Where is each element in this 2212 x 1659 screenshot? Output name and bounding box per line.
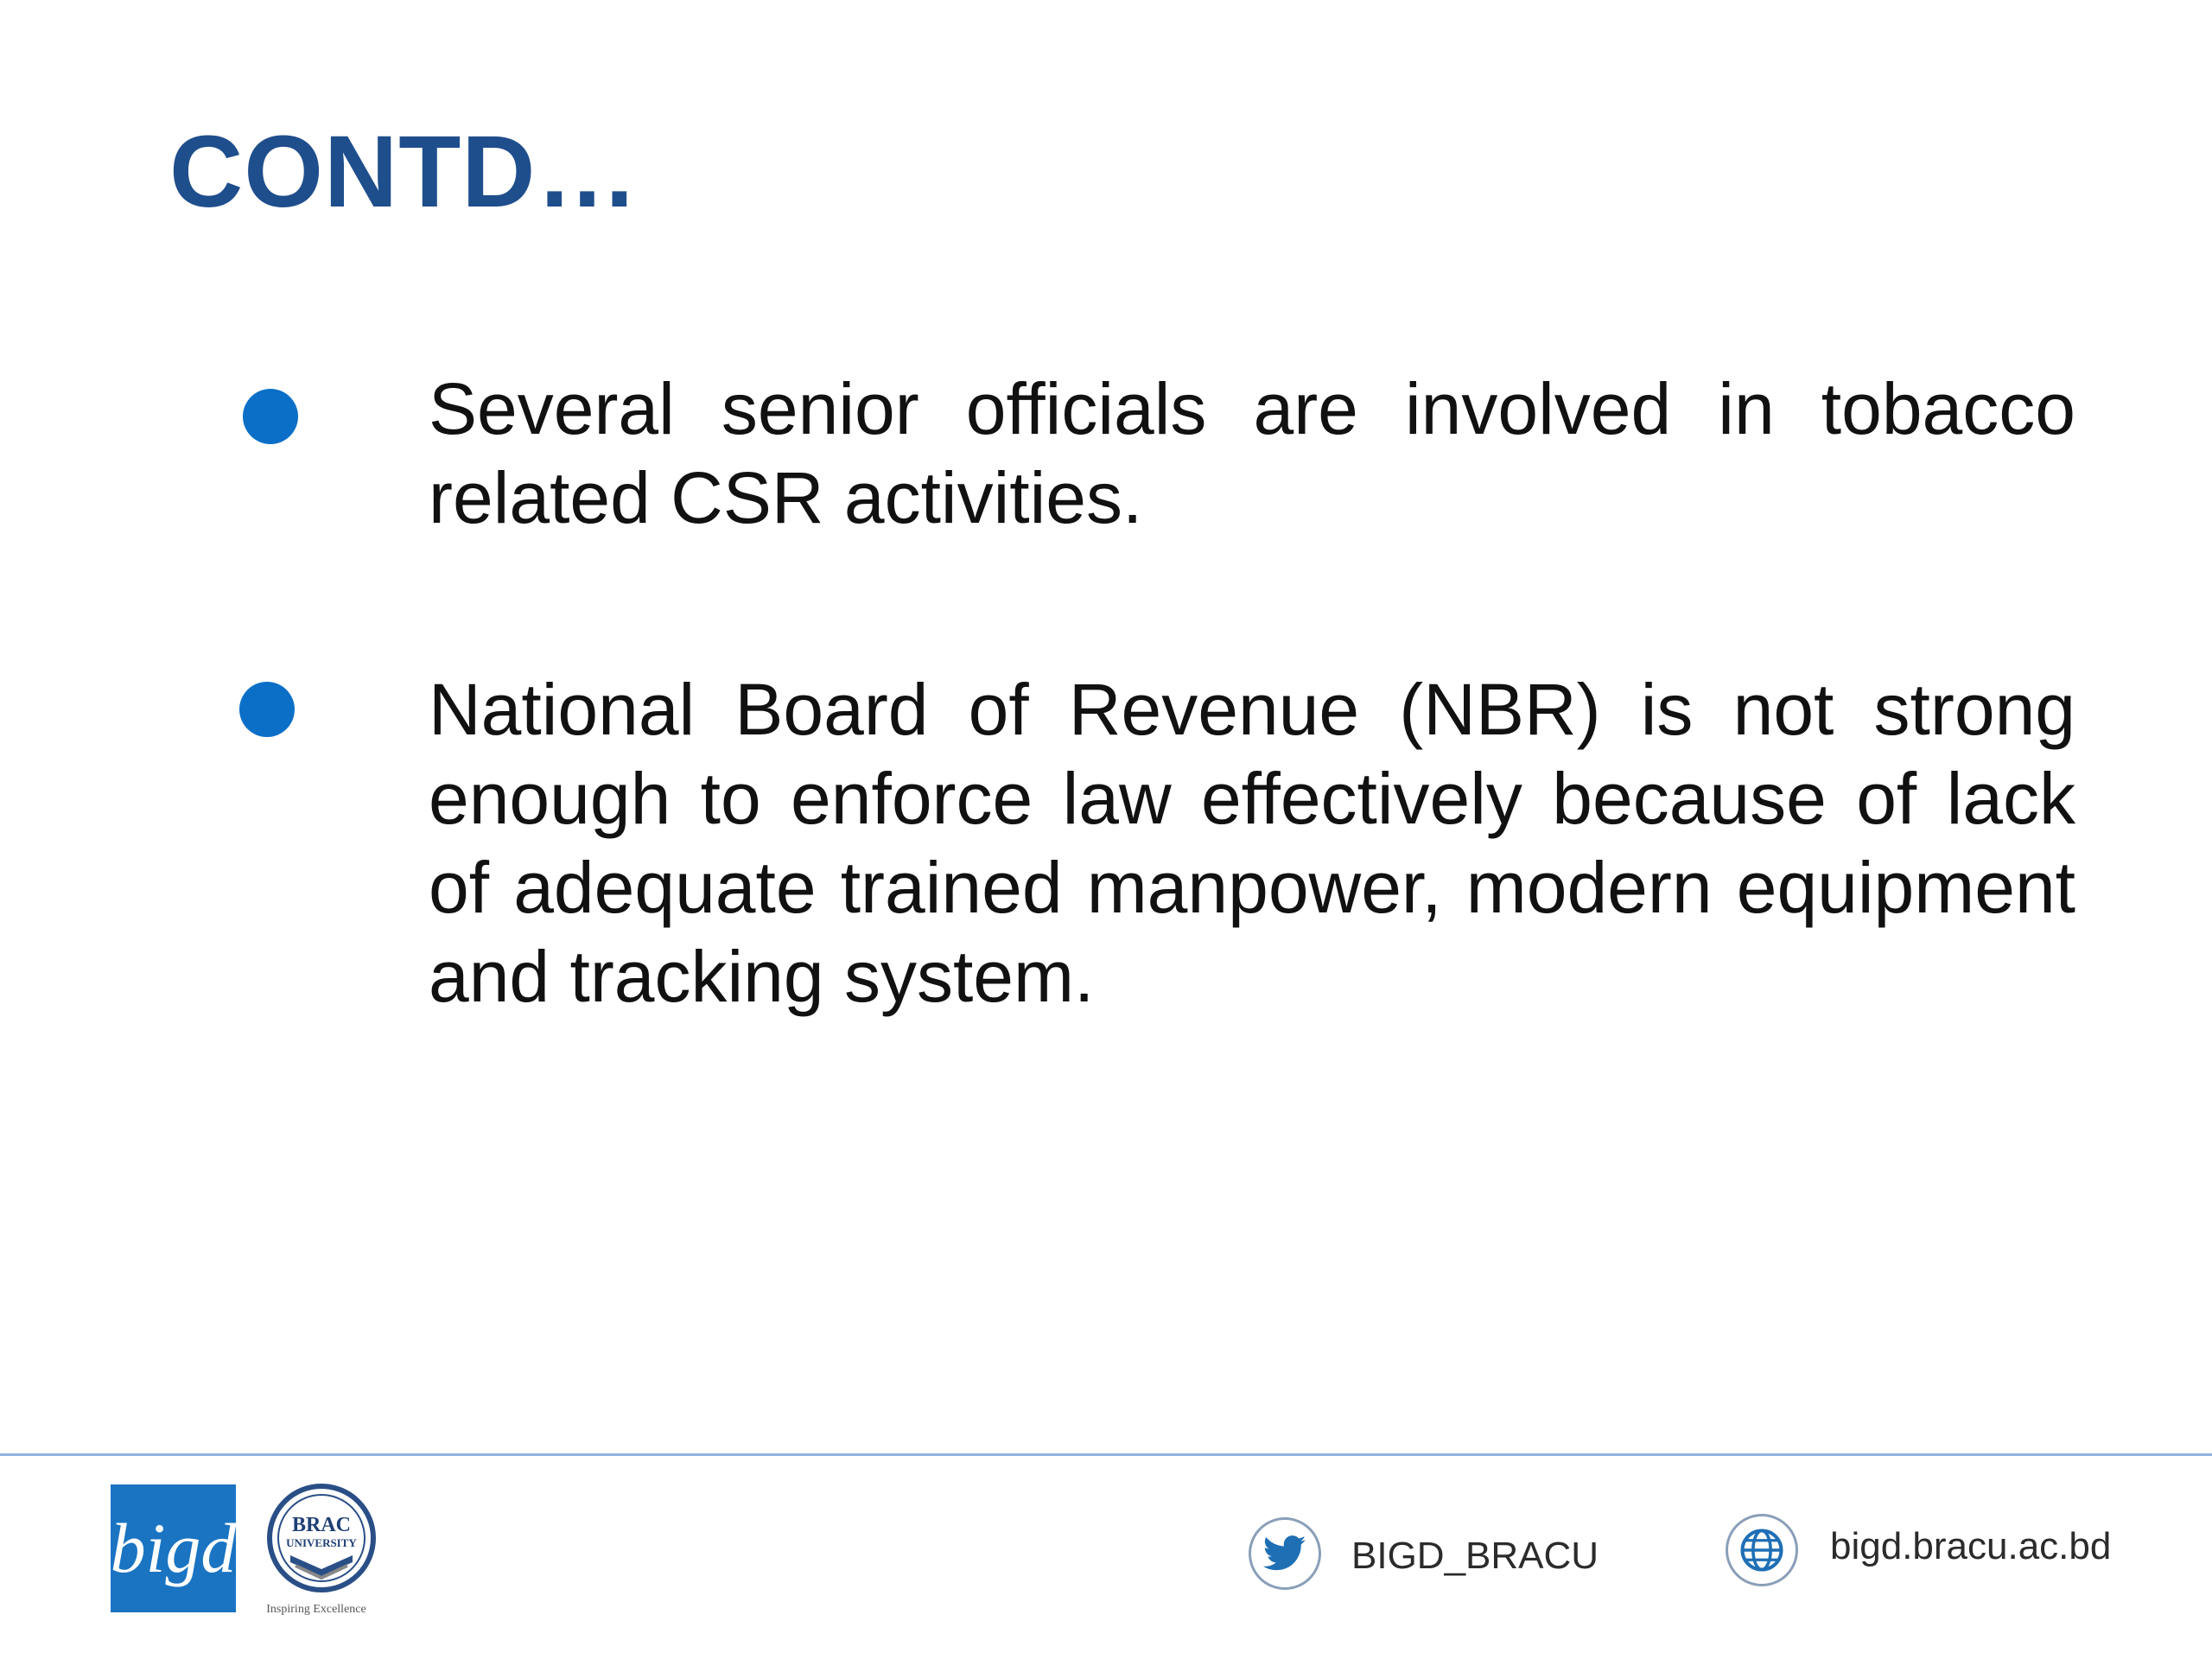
twitter-handle[interactable]: BIGD_BRACU xyxy=(1351,1535,1599,1577)
bigd-logo xyxy=(111,1484,236,1612)
brac-university-logo xyxy=(261,1479,399,1618)
footer-divider xyxy=(0,1453,2212,1456)
bullet-text-1: Several senior officials are involved in tobacco related CSR activities. xyxy=(429,368,2075,538)
bigd-logo-text: bigd xyxy=(110,1509,237,1587)
brac-seal-icon xyxy=(261,1479,399,1618)
website-link[interactable]: bigd.bracu.ac.bd xyxy=(1830,1525,2112,1567)
brac-logo-tagline: Inspiring Excellence xyxy=(266,1603,366,1616)
brac-logo-top-text: BRAC xyxy=(291,1514,352,1536)
website-globe-icon xyxy=(1738,1527,1785,1573)
bullet-icon xyxy=(239,682,295,737)
bullet-icon xyxy=(243,389,298,444)
twitter-icon[interactable] xyxy=(1249,1517,1321,1590)
globe-icon[interactable] xyxy=(1726,1514,1798,1586)
bullet-text-2: National Board of Revenue (NBR) is not strong enough to enforce law effectively because of lack of adequate trained manpower, modern equipment and tracking system. xyxy=(429,669,2075,1017)
brac-logo-middle-text: UNIVERSITY xyxy=(286,1536,357,1549)
slide-title: CONTD… xyxy=(169,115,639,229)
twitter-bird-icon xyxy=(1263,1535,1306,1573)
